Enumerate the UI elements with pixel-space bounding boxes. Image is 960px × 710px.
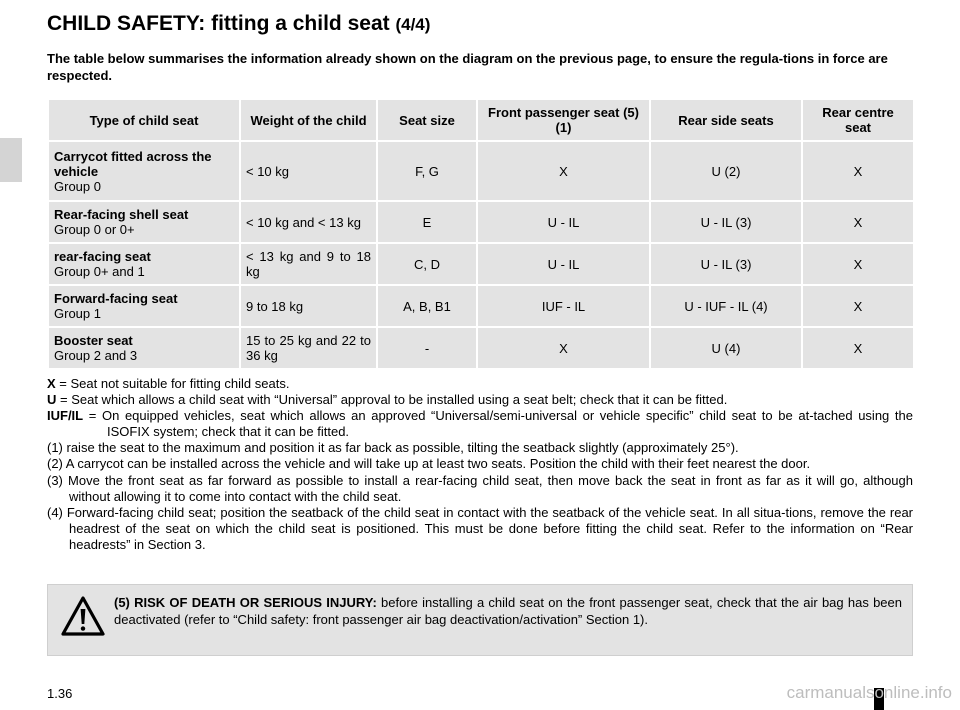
cell-type-group: Group 0	[54, 178, 101, 194]
table-row	[48, 141, 914, 201]
legend-iuf-key: IUF/IL	[47, 408, 84, 424]
cell-rear-centre: X	[802, 201, 914, 243]
cell-type-name: rear-facing seat	[54, 249, 151, 264]
page-title	[47, 12, 430, 36]
cell-weight: < 10 kg and < 13 kg	[240, 201, 377, 243]
warning-text	[114, 594, 902, 628]
cell-type	[48, 327, 240, 369]
cell-type-name: Forward-facing seat	[54, 291, 178, 306]
legend-iuf	[47, 408, 913, 440]
cell-rear-side: U - IL (3)	[650, 243, 802, 285]
cell-size: F, G	[377, 141, 477, 201]
header-seat-size: Seat size	[377, 99, 477, 141]
header-rear-centre: Rear centre seat	[802, 99, 914, 141]
cell-size: E	[377, 201, 477, 243]
intro-paragraph: The table below summarises the information already shown on the diagram on the previous page, to ensure the regula-tions in force are respected.	[47, 51, 888, 83]
child-seat-table	[47, 98, 915, 370]
cell-size: C, D	[377, 243, 477, 285]
cell-weight: 9 to 18 kg	[240, 285, 377, 327]
header-weight: Weight of the child	[240, 99, 377, 141]
legend-x-key: X	[47, 376, 56, 391]
cell-front: U - IL	[477, 201, 650, 243]
legend-x-text: = Seat not suitable for fitting child seats.	[55, 376, 290, 391]
cell-front: X	[477, 327, 650, 369]
watermark: carmanualsonline.info	[786, 683, 952, 702]
cell-type-group: Group 0 or 0+	[54, 222, 135, 237]
warning-heading: (5) RISK OF DEATH OR SERIOUS INJURY:	[114, 595, 377, 610]
cell-rear-centre: X	[802, 327, 914, 369]
cell-size: -	[377, 327, 477, 369]
cell-rear-side: U - IUF - IL (4)	[650, 285, 802, 327]
cell-rear-side: U (2)	[650, 141, 802, 201]
cell-rear-centre: X	[802, 243, 914, 285]
cell-type-name: Carrycot fitted across the vehicle	[54, 148, 212, 179]
cell-front: IUF - IL	[477, 285, 650, 327]
cell-weight: 15 to 25 kg and 22 to 36 kg	[240, 327, 377, 369]
table-header-row	[48, 99, 914, 141]
warning-triangle-icon	[60, 595, 106, 637]
footnote: (1) raise the seat to the maximum and position it as far back as possible, tilting the seatback slightly (approximately 25°).	[47, 440, 739, 456]
footnote: (2) A carrycot can be installed across the vehicle and will take up at least two seats. Position the child with their feet nearest the door.	[47, 456, 811, 472]
table-row	[48, 285, 914, 327]
cell-type	[48, 285, 240, 327]
legend-iuf-text: = On equipped vehicles, seat which allows an approved “Universal/semi-universal or vehicle specific” child seat to be at-tached using the ISOFIX system; check that it can be fitted.	[83, 408, 913, 440]
section-side-tab	[0, 138, 22, 182]
cell-type	[48, 201, 240, 243]
cell-front: U - IL	[477, 243, 650, 285]
warning-box	[47, 584, 913, 656]
cell-type-name: Booster seat	[54, 333, 133, 348]
header-front-passenger: Front passenger seat (5) (1)	[477, 99, 650, 141]
cell-front: X	[477, 141, 650, 201]
cell-type	[48, 141, 240, 201]
cell-type-group: Group 1	[54, 306, 101, 321]
cell-type-group: Group 0+ and 1	[54, 264, 145, 279]
cell-rear-side: U - IL (3)	[650, 201, 802, 243]
legend-u-key: U	[47, 392, 57, 408]
cell-size: A, B, B1	[377, 285, 477, 327]
page-title-text: CHILD SAFETY: fitting a child seat	[47, 12, 390, 35]
cell-weight: < 10 kg	[240, 141, 377, 201]
legend-x	[47, 376, 913, 392]
page-number: 1.36	[47, 686, 73, 701]
table-row	[48, 243, 914, 285]
table-row	[48, 201, 914, 243]
footnote: (3) Move the front seat as far forward as possible to install a rear-facing child seat, then move back the seat in front as far as it will go, although without allowing it to come into contact with the child seat.	[47, 472, 913, 504]
table-row	[48, 327, 914, 369]
header-type: Type of child seat	[48, 99, 240, 141]
legend-u	[47, 392, 913, 408]
legend-and-notes	[47, 376, 913, 553]
cell-rear-centre: X	[802, 141, 914, 201]
cell-type-group: Group 2 and 3	[54, 348, 138, 363]
cell-type-name: Rear-facing shell seat	[54, 207, 189, 222]
legend-u-text: = Seat which allows a child seat with “Universal” approval to be installed using a seat belt; check that it can be fitted.	[56, 392, 728, 408]
page-title-suffix: (4/4)	[395, 15, 431, 34]
cell-weight: < 13 kg and 9 to 18 kg	[240, 243, 377, 285]
cell-rear-side: U (4)	[650, 327, 802, 369]
warning-body: before installing a child seat on the front passenger seat, check that the air bag has been deactivated (refer to “Child safety: front passenger air bag deactivation/activation” Section 1).	[114, 595, 902, 627]
footnote: (4) Forward-facing child seat; position the seatback of the child seat in contact with the seatback of the vehicle seat. In all situa-tions, remove the rear headrest of the seat on which the child seat is positioned. This must be done before fitting the child seat. Refer to the information on “Rear headrests” in Section 3.	[47, 504, 913, 552]
cell-rear-centre: X	[802, 285, 914, 327]
cell-type	[48, 243, 240, 285]
header-rear-side: Rear side seats	[650, 99, 802, 141]
